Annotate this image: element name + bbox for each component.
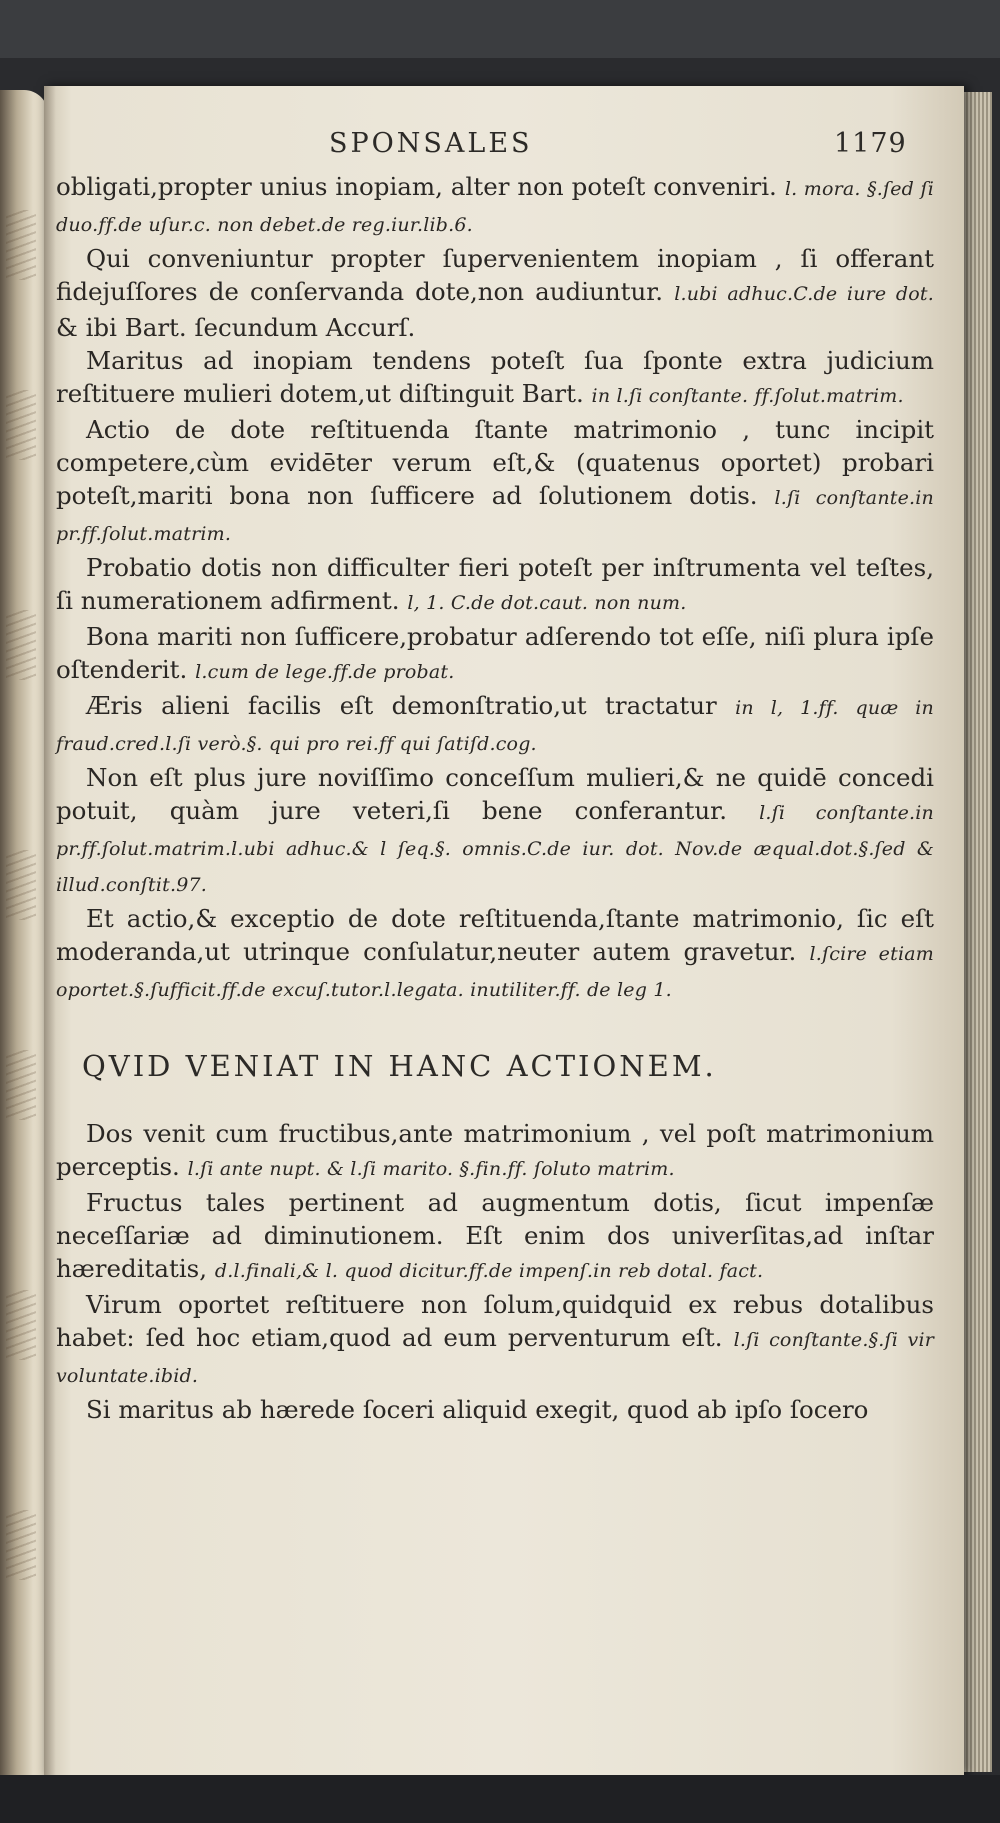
section-heading: QVID VENIAT IN HANC ACTIONEM. bbox=[82, 1049, 717, 1083]
paragraph bbox=[56, 761, 934, 902]
paragraph-text: Et actio,& exceptio de dote reſtituenda,ſtante matrimonio, ſic eſt moderanda,ut utrinque conſulatur,neuter autem gravetur. bbox=[56, 904, 934, 966]
marginal-note-mark bbox=[6, 390, 36, 460]
paragraph bbox=[56, 1288, 934, 1393]
paragraph-text: Maritus ad inopiam tendens poteſt ſua ſponte extra judicium reſtituere mulieri dotem,ut diſtinguit Bart. bbox=[56, 346, 934, 408]
paragraph bbox=[56, 1117, 934, 1186]
paragraph-text: Fructus tales pertinent ad augmentum dotis, ſicut impenſæ neceſſariæ ad diminutionem. Eſt enim dos univerſitas,ad inſtar hæreditatis, bbox=[56, 1188, 934, 1283]
paragraph bbox=[56, 551, 934, 620]
paragraph-text: Si maritus ab hærede ſoceri aliquid exegit, quod ab ipſo ſocero bbox=[86, 1395, 869, 1424]
paragraph bbox=[56, 1393, 934, 1426]
paragraph-text: Bona mariti non ſufficere,probatur adſerendo tot eſſe, niſi plura ipſe oſtenderit. bbox=[56, 622, 934, 684]
paragraph bbox=[56, 170, 934, 242]
citation: l, 1. C.de dot.caut. non num. bbox=[407, 592, 687, 614]
book-page bbox=[44, 86, 964, 1776]
gutter-shadow bbox=[44, 86, 56, 1776]
paragraph bbox=[56, 413, 934, 551]
marginal-note-mark bbox=[6, 210, 36, 280]
marginal-note-mark bbox=[6, 610, 36, 680]
citation: l.ſi conſtante.§.ſi vir voluntate.ibid. bbox=[56, 1329, 934, 1387]
paragraph-text: Dos venit cum fructibus,ante matrimonium , vel poſt matrimonium perceptis. bbox=[56, 1119, 934, 1181]
citation: l. mora. §.ſed ſi duo.ff.de uſur.c. non debet.de reg.iur.lib.6. bbox=[56, 178, 934, 236]
running-title: SPONSALES bbox=[329, 128, 533, 159]
paragraph bbox=[56, 902, 934, 1007]
page-number: 1179 bbox=[834, 128, 907, 159]
citation: d.l.finali,& l. quod dicitur.ff.de impenſ.in reb dotal. fact. bbox=[214, 1260, 764, 1282]
citation: l.ſi ante nupt. & l.ſi marito. §.fin.ff. ſoluto matrim. bbox=[187, 1158, 675, 1180]
citation: l.ubi adhuc.C.de iure dot. bbox=[674, 283, 935, 305]
paragraph-text: obligati,propter unius inopiam, alter non poteſt conveniri. bbox=[56, 172, 777, 201]
paragraph-text: Actio de dote reſtituenda ſtante matrimonio , tunc incipit competere,cùm evidēter verum eſt,& (quatenus oportet) probari poteſt,mariti bona non ſufficere ad ſolutionem dotis. bbox=[56, 415, 934, 510]
citation: l.ſi conſtante.in pr.ff.ſolut.matrim. bbox=[56, 487, 934, 545]
citation: in l.ſi conſtante. ff.ſolut.matrim. bbox=[591, 385, 904, 407]
citation: in l, 1.ff. quæ in fraud.cred.l.ſi verò.§. qui pro rei.ff qui ſatiſd.cog. bbox=[56, 697, 934, 755]
body-text bbox=[56, 170, 934, 1426]
marginal-note-mark bbox=[6, 850, 36, 920]
marginal-note-mark bbox=[6, 1510, 36, 1580]
paragraph bbox=[56, 1186, 934, 1288]
paragraph-text: Virum oportet reſtituere non ſolum,quidquid ex rebus dotalibus habet: ſed hoc etiam,quod ad eum perventurum eſt. bbox=[56, 1290, 934, 1352]
paragraph-text: Probatio dotis non difficulter fieri poteſt per inſtrumenta vel teſtes, ſi numerationem adfirment. bbox=[56, 553, 934, 615]
marginal-note-mark bbox=[6, 1050, 36, 1120]
page-fore-edge bbox=[962, 92, 992, 1772]
paragraph bbox=[56, 242, 934, 344]
citation: l.ſcire etiam oportet.§.ſufficit.ff.de excuſ.tutor.l.legata. inutiliter.ff. de leg 1. bbox=[56, 943, 934, 1001]
scanner-background-bottom bbox=[0, 1775, 1000, 1823]
scanner-background-top bbox=[0, 0, 1000, 58]
left-page-edge bbox=[0, 90, 48, 1790]
paragraph bbox=[56, 689, 934, 761]
paragraph bbox=[56, 344, 934, 413]
page-header bbox=[44, 128, 964, 168]
citation: l.ſi conſtante.in pr.ff.ſolut.matrim.l.ubi adhuc.& l ſeq.§. omnis.C.de iur. dot. Nov.de æqual.dot.§.ſed & illud.conſtit.97. bbox=[56, 802, 934, 896]
citation: l.cum de lege.ff.de probat. bbox=[195, 661, 455, 683]
paragraph bbox=[56, 620, 934, 689]
marginal-note-mark bbox=[6, 1290, 36, 1360]
paragraph-text: Qui conveniuntur propter ſupervenientem inopiam , ſi offerant fidejuſſores de conſervanda dote,non audiuntur. bbox=[56, 244, 934, 306]
paragraph-text: & ibi Bart. ſecundum Accurſ. bbox=[56, 313, 416, 342]
paragraph-text: Æris alieni facilis eſt demonſtratio,ut tractatur bbox=[86, 691, 717, 720]
paragraph-text: Non eſt plus jure noviſſimo conceſſum mulieri,& ne quidē concedi potuit, quàm jure veteri,ſi bene conferantur. bbox=[56, 763, 934, 825]
